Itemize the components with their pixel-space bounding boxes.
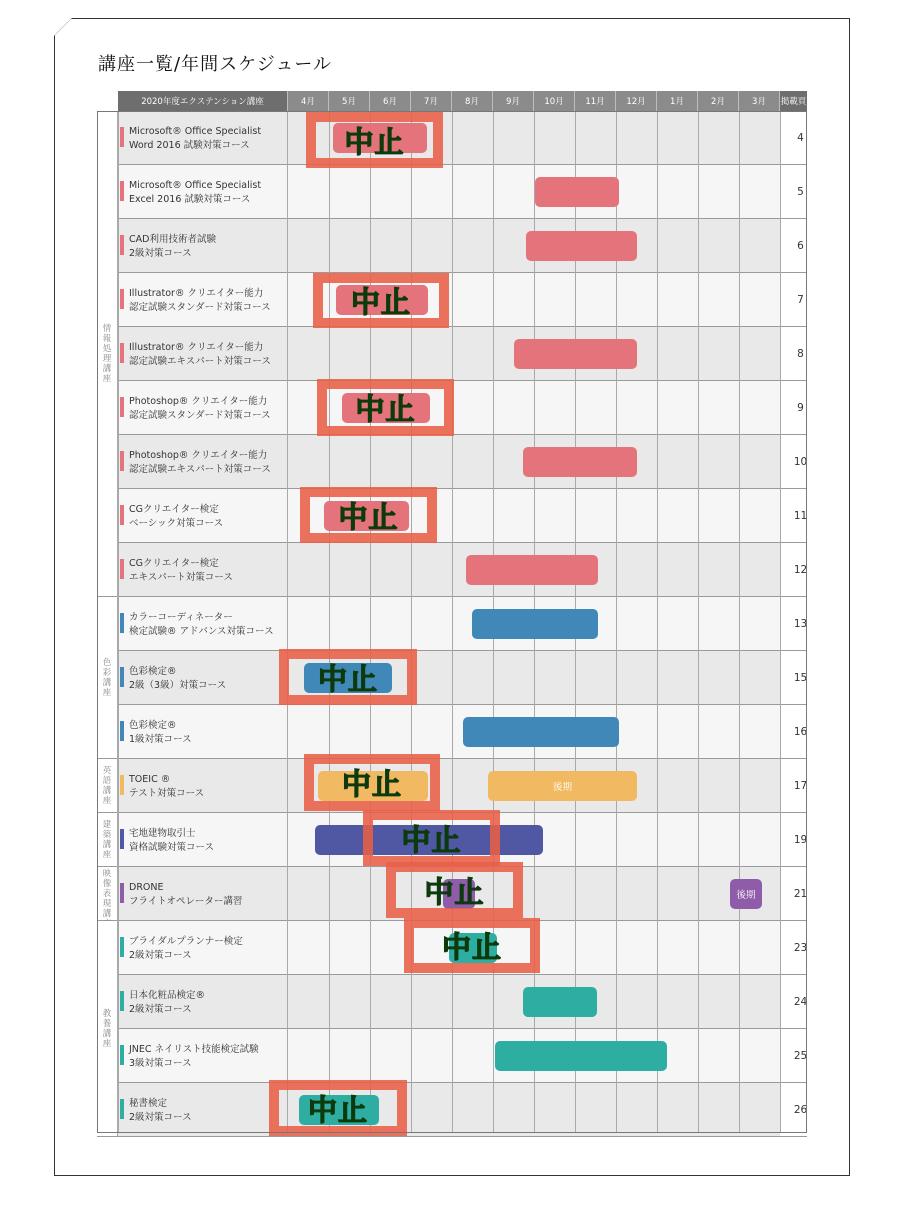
course-name: CAD利用技術者試験 2級対策コース <box>129 234 216 259</box>
grid-line <box>411 111 412 1133</box>
course-cell <box>118 705 288 758</box>
table-row <box>118 111 807 165</box>
course-color-mark <box>120 181 124 201</box>
table-row <box>118 327 807 381</box>
course-color-mark <box>120 991 124 1011</box>
course-name: Photoshop® クリエイター能力 認定試験エキスパート対策コース <box>129 450 271 475</box>
schedule-bar <box>466 555 598 585</box>
page-number: 21 <box>780 867 821 920</box>
course-color-mark <box>120 883 124 903</box>
page-number: 9 <box>780 381 821 434</box>
page-number: 4 <box>780 111 821 164</box>
page-number: 12 <box>780 543 821 596</box>
cancel-label: 中止 <box>355 392 416 426</box>
table-row <box>118 597 807 651</box>
course-cell <box>118 651 288 704</box>
course-name: 色彩検定® 2級（3級）対策コース <box>129 666 227 691</box>
table-row <box>118 273 807 327</box>
course-color-mark <box>120 451 124 471</box>
course-cell <box>118 597 288 650</box>
grid-line <box>780 111 781 1133</box>
course-name: Microsoft® Office Specialist Excel 2016 試験対策コース <box>129 180 262 205</box>
course-color-mark <box>120 667 124 687</box>
cancel-label: 中止 <box>317 661 378 696</box>
course-color-mark <box>120 235 124 255</box>
course-cell <box>118 921 288 974</box>
header-month-4: 7月 <box>411 91 452 111</box>
grid-line <box>616 111 617 1133</box>
category-cell <box>97 111 118 597</box>
page-number: 23 <box>780 921 821 974</box>
course-color-mark <box>120 775 124 795</box>
header-month-3: 6月 <box>370 91 411 111</box>
header-course: 2020年度エクステンション講座 <box>118 91 288 111</box>
course-color-mark <box>120 559 124 579</box>
course-cell <box>118 1083 288 1136</box>
grid-line <box>118 111 119 1133</box>
table-row <box>118 651 807 705</box>
course-color-mark <box>120 1099 124 1119</box>
category-cell <box>97 921 118 1137</box>
cancel-overlay <box>269 1080 407 1136</box>
page-number: 13 <box>780 597 821 650</box>
schedule-bar <box>523 987 597 1017</box>
course-cell <box>118 1029 288 1082</box>
page-title: 講座一覧/年間スケジュール <box>98 54 332 75</box>
header-month-11: 2月 <box>698 91 739 111</box>
course-name: 秘書検定 2級対策コース <box>129 1098 192 1123</box>
course-cell <box>118 759 288 812</box>
course-cell <box>118 543 288 596</box>
page-number: 8 <box>780 327 821 380</box>
course-cell <box>118 273 288 326</box>
bar-label: 後期 <box>552 782 572 793</box>
header-month-7: 10月 <box>534 91 575 111</box>
category-label: 映像表現講 <box>102 869 112 919</box>
page-number: 10 <box>780 435 821 488</box>
cancel-overlay <box>279 649 417 705</box>
schedule-bar <box>488 771 637 801</box>
category-label: 教養講座 <box>102 1009 112 1049</box>
page-number: 17 <box>780 759 821 812</box>
header-month-9: 12月 <box>616 91 657 111</box>
schedule-bar <box>730 879 762 909</box>
course-cell <box>118 165 288 218</box>
cancel-label: 中止 <box>307 1092 368 1127</box>
grid-line <box>287 111 288 1133</box>
course-color-mark <box>120 829 124 849</box>
header-month-6: 9月 <box>493 91 534 111</box>
course-color-mark <box>120 613 124 633</box>
course-name: CGクリエイター検定 エキスパート対策コース <box>129 558 233 583</box>
page-number: 24 <box>780 975 821 1028</box>
cancel-overlay <box>306 112 443 168</box>
bar-label: 後期 <box>736 890 756 901</box>
cancel-overlay <box>386 862 523 918</box>
schedule-bar <box>523 447 637 477</box>
course-name: DRONE フライトオペレーター講習 <box>129 882 243 907</box>
course-name: Illustrator® クリエイター能力 認定試験スタンダード対策コース <box>129 288 271 313</box>
page-number: 11 <box>780 489 821 542</box>
category-cell <box>97 867 118 921</box>
course-name: 宅地建物取引士 資格試験対策コース <box>129 828 215 853</box>
course-cell <box>118 435 288 488</box>
course-color-mark <box>120 937 124 957</box>
course-cell <box>118 327 288 380</box>
grid-line <box>657 111 658 1133</box>
course-name: TOEIC ® テスト対策コース <box>129 774 205 799</box>
course-cell <box>118 489 288 542</box>
table-row <box>118 543 807 597</box>
table-row <box>118 219 807 273</box>
header-month-1: 4月 <box>288 91 329 111</box>
course-name: Microsoft® Office Specialist Word 2016 試験対策コース <box>129 126 262 151</box>
page-number: 6 <box>780 219 821 272</box>
grid-line <box>739 111 740 1133</box>
course-cell <box>118 867 288 920</box>
course-name: CGクリエイター検定 ベーシック対策コース <box>129 504 224 529</box>
table-row <box>118 759 807 813</box>
table-row <box>118 975 807 1029</box>
cancel-label: 中止 <box>401 822 462 857</box>
page-number: 7 <box>780 273 821 326</box>
category-cell <box>97 759 118 813</box>
category-cell <box>97 597 118 759</box>
course-color-mark <box>120 505 124 525</box>
schedule-table <box>97 91 807 1133</box>
cancel-overlay <box>300 487 437 543</box>
course-cell <box>118 111 288 164</box>
category-label: 色彩講座 <box>102 658 112 698</box>
course-cell <box>118 219 288 272</box>
header-month-8: 11月 <box>575 91 616 111</box>
header-month-12: 3月 <box>739 91 780 111</box>
cancel-overlay <box>304 754 440 811</box>
course-color-mark <box>120 289 124 309</box>
table-row <box>118 435 807 489</box>
table-row <box>118 489 807 543</box>
schedule-bar <box>463 717 619 747</box>
grid-line <box>698 111 699 1133</box>
schedule-bar <box>495 1041 667 1071</box>
category-label: 情報処理講座 <box>102 324 112 384</box>
course-name: Photoshop® クリエイター能力 認定試験スタンダード対策コース <box>129 396 271 421</box>
table-row <box>118 1083 807 1137</box>
cancel-label: 中止 <box>344 124 405 159</box>
grid-line <box>329 111 330 1133</box>
course-cell <box>118 975 288 1028</box>
course-cell <box>118 813 288 866</box>
course-name: JNEC ネイリスト技能検定試験 3級対策コース <box>129 1044 259 1069</box>
course-name: Illustrator® クリエイター能力 認定試験エキスパート対策コース <box>129 342 271 367</box>
table-row <box>118 1029 807 1083</box>
table-row <box>118 165 807 219</box>
header-month-5: 8月 <box>452 91 493 111</box>
cancel-label: 中止 <box>441 930 502 964</box>
header-month-2: 5月 <box>329 91 370 111</box>
course-name: ブライダルプランナー検定 2級対策コース <box>129 936 243 961</box>
schedule-bar <box>535 177 619 207</box>
cancel-label: 中止 <box>350 285 411 319</box>
cancel-label: 中止 <box>341 767 402 801</box>
course-name: 色彩検定® 1級対策コース <box>129 720 192 745</box>
page-number: 15 <box>780 651 821 704</box>
schedule-bar <box>472 609 598 639</box>
page-number: 26 <box>780 1083 821 1136</box>
table-row <box>118 381 807 435</box>
page-number: 25 <box>780 1029 821 1082</box>
page-number: 5 <box>780 165 821 218</box>
header-page: 掲載頁 <box>780 91 807 111</box>
course-color-mark <box>120 721 124 741</box>
cancel-overlay <box>313 273 449 328</box>
category-label: 英語講座 <box>102 766 112 806</box>
cancel-label: 中止 <box>338 499 399 534</box>
course-color-mark <box>120 343 124 363</box>
course-color-mark <box>120 1045 124 1065</box>
grid-line <box>370 111 371 1133</box>
cancel-overlay <box>363 810 500 866</box>
page-number: 16 <box>780 705 821 758</box>
schedule-bar <box>514 339 637 369</box>
course-cell <box>118 381 288 434</box>
cancel-overlay <box>317 379 454 436</box>
category-label: 建築講座 <box>102 820 112 860</box>
course-color-mark <box>120 397 124 417</box>
cancel-label: 中止 <box>424 874 485 909</box>
page-number: 19 <box>780 813 821 866</box>
grid-line <box>452 111 453 1133</box>
cancel-overlay <box>404 918 540 973</box>
course-name: 日本化粧品検定® 2級対策コース <box>129 990 206 1015</box>
category-cell <box>97 813 118 867</box>
course-name: カラーコーディネーター 検定試験® アドバンス対策コース <box>129 612 274 637</box>
header-month-10: 1月 <box>657 91 698 111</box>
schedule-bar <box>526 231 637 261</box>
course-color-mark <box>120 127 124 147</box>
